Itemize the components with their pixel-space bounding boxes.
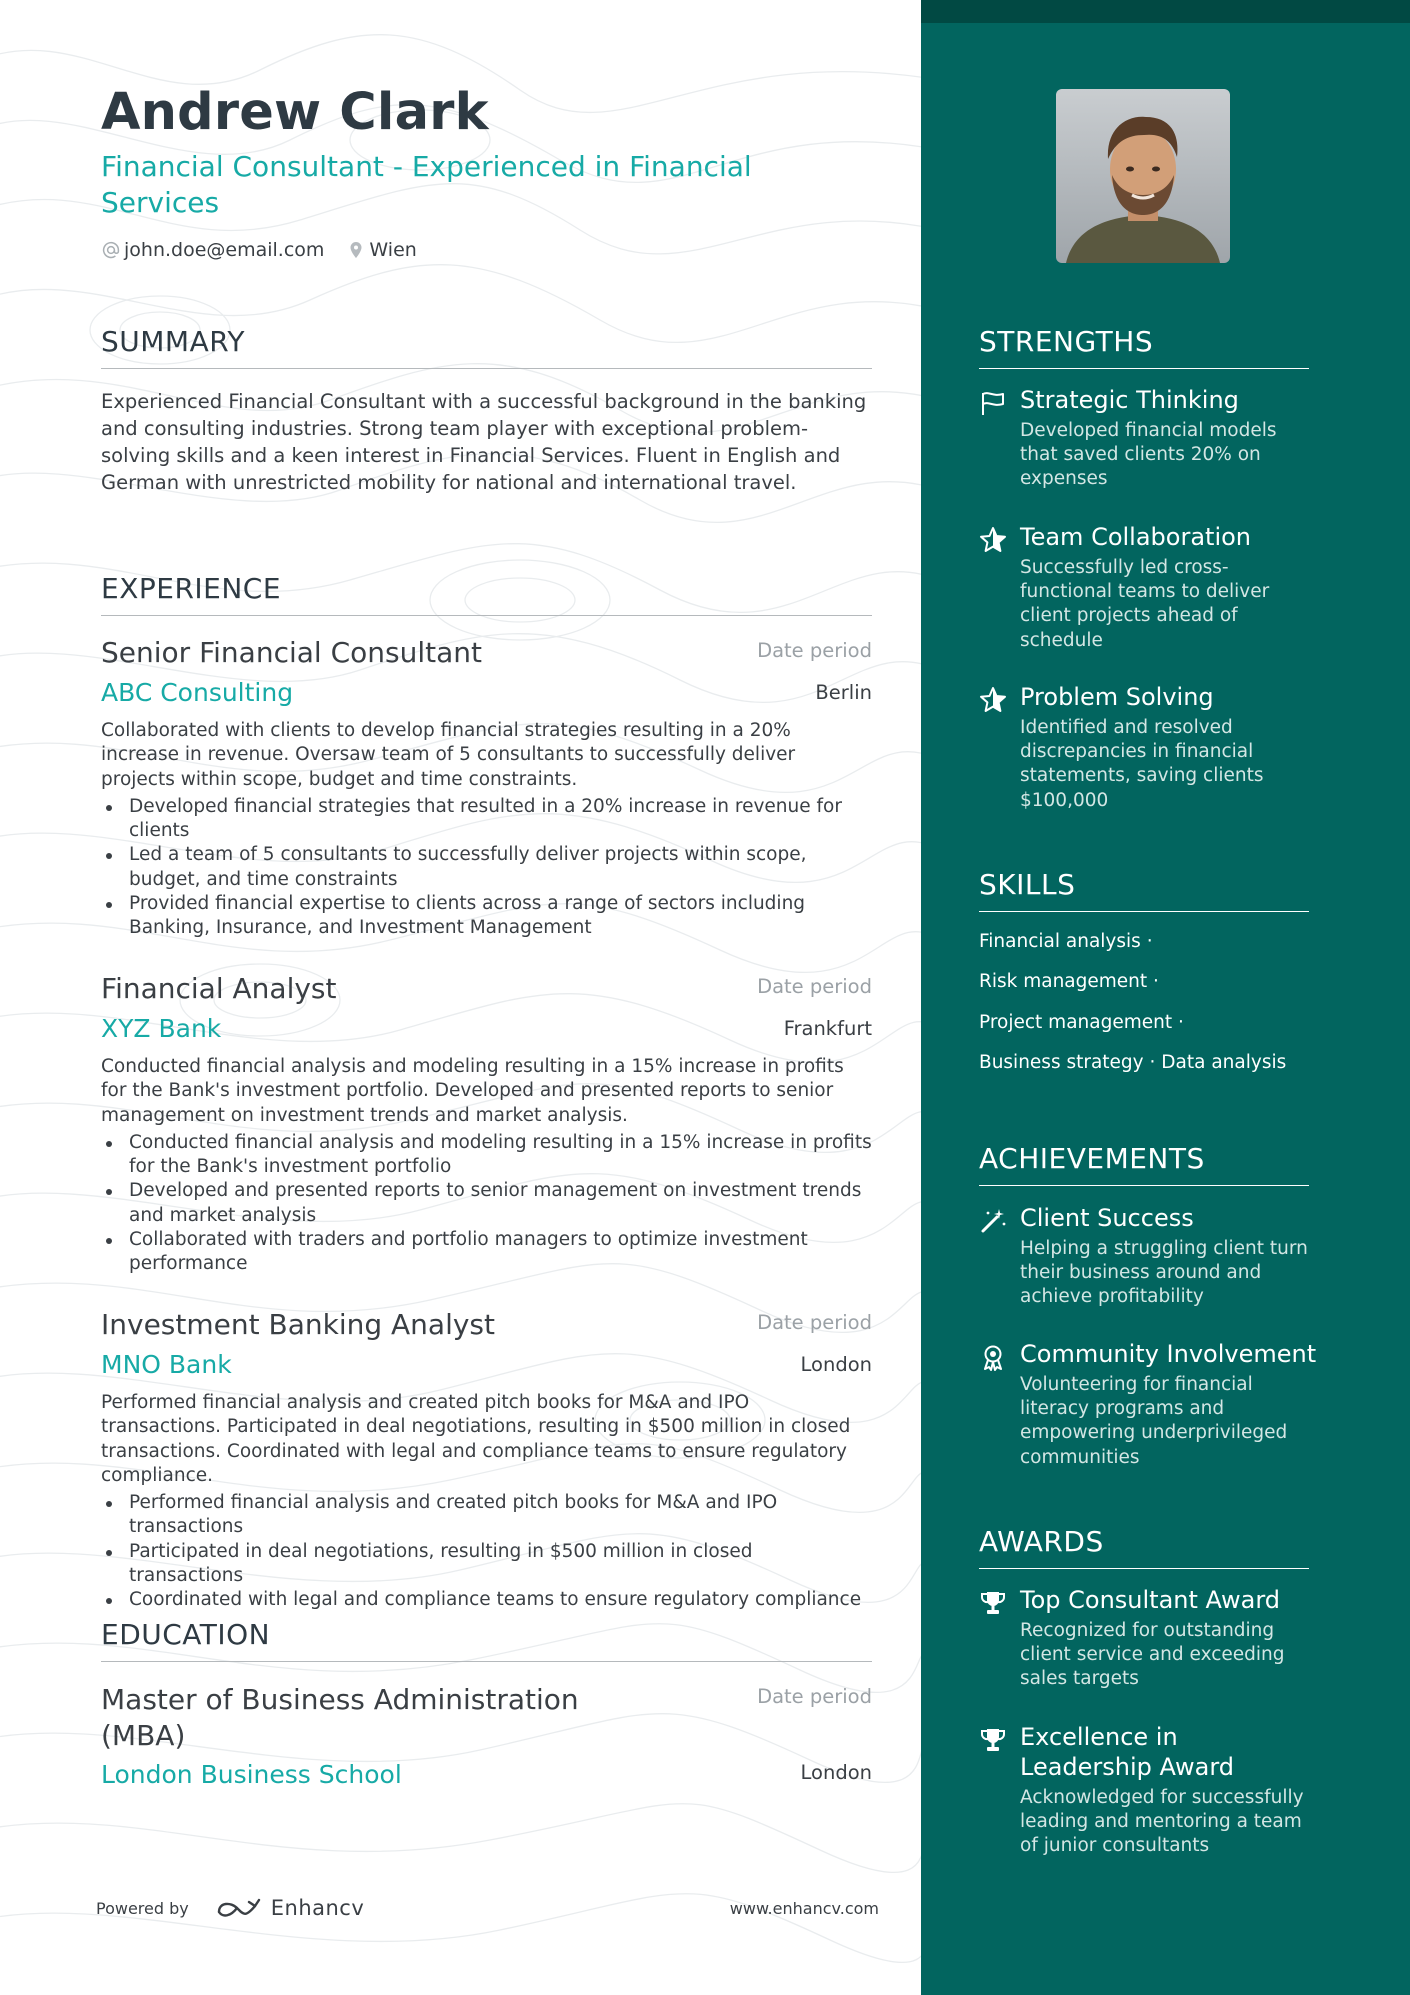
bullet-item: Developed and presented reports to senior management on investment trends and market analysis xyxy=(101,1179,872,1228)
skill-item: Project management · xyxy=(979,1012,1184,1033)
email-text: john.doe@email.com xyxy=(124,239,325,261)
job-date: Date period xyxy=(757,1311,872,1334)
strength-title: Strategic Thinking xyxy=(1020,386,1239,414)
job-entry xyxy=(101,636,872,941)
contact-info xyxy=(101,239,439,261)
job-location: Berlin xyxy=(815,681,872,704)
bullet-item: Collaborated with traders and portfolio managers to optimize investment performance xyxy=(101,1228,872,1277)
powered-by-label: Powered by xyxy=(96,1898,189,1918)
education-location: London xyxy=(800,1761,872,1784)
trophy-icon xyxy=(979,1726,1007,1754)
education-school: London Business School xyxy=(101,1760,402,1789)
enhancv-logo[interactable] xyxy=(215,1896,365,1920)
job-title: Investment Banking Analyst xyxy=(101,1308,495,1341)
strength-text: Successfully led cross-functional teams to deliver client projects ahead of schedule xyxy=(1020,557,1270,651)
at-sign-icon xyxy=(101,240,121,260)
enhancv-logo-icon xyxy=(215,1896,263,1920)
job-entry xyxy=(101,972,872,1277)
contact-email[interactable] xyxy=(101,239,324,261)
award-title: Top Consultant Award xyxy=(1020,1586,1280,1614)
summary-title: SUMMARY xyxy=(101,325,872,369)
sidebar-top-band xyxy=(921,0,1410,23)
summary-text: Experienced Financial Consultant with a successful background in the banking and consulting industries. Strong team player with exceptional problem-solving skills and a keen interest in Financial Services. Fluent in English and German with unrestricted mobility for national and international travel. xyxy=(101,390,867,494)
strength-item xyxy=(979,522,1319,653)
strength-title: Problem Solving xyxy=(1020,683,1214,711)
award-title: Excellence in Leadership Award xyxy=(1020,1723,1234,1781)
skill-item: Business strategy · Data analysis xyxy=(979,1052,1287,1073)
candidate-name: Andrew Clark xyxy=(101,83,489,142)
education-title: EDUCATION xyxy=(101,1618,872,1662)
education-entry xyxy=(101,1682,872,1792)
skill-item: Financial analysis · xyxy=(979,931,1153,952)
award-item xyxy=(979,1585,1319,1692)
strengths-title: STRENGTHS xyxy=(979,325,1309,369)
achievement-item xyxy=(979,1339,1319,1470)
strength-text: Identified and resolved discrepancies in financial statements, saving clients $100,000 xyxy=(1020,717,1264,811)
medal-icon xyxy=(979,1343,1007,1371)
achievement-title: Community Involvement xyxy=(1020,1340,1317,1368)
bullet-item: Led a team of 5 consultants to successfully deliver projects within scope, budget, and time constraints xyxy=(101,843,872,892)
trophy-icon xyxy=(979,1589,1007,1617)
location-pin-icon xyxy=(346,240,366,260)
star-icon xyxy=(979,686,1007,714)
job-entry xyxy=(101,1308,872,1613)
strength-item xyxy=(979,385,1319,492)
award-text: Recognized for outstanding client service and exceeding sales targets xyxy=(1020,1620,1285,1690)
job-bullets xyxy=(101,1131,872,1277)
job-bullets xyxy=(101,1491,872,1612)
bullet-item: Performed financial analysis and created pitch books for M&A and IPO transactions xyxy=(101,1491,872,1540)
avatar xyxy=(1056,89,1230,263)
achievement-text: Helping a struggling client turn their business around and achieve profitability xyxy=(1020,1238,1308,1308)
job-description: Collaborated with clients to develop financial strategies resulting in a 20% increase in revenue. Oversaw team of 5 consultants to successfully deliver projects within scope, budget and time constraints. xyxy=(101,720,796,790)
job-company: XYZ Bank xyxy=(101,1014,222,1043)
job-location: London xyxy=(800,1353,872,1376)
bullet-item: Provided financial expertise to clients across a range of sectors including Banking, Insurance, and Investment Management xyxy=(101,892,872,941)
achievement-title: Client Success xyxy=(1020,1204,1194,1232)
award-text: Acknowledged for successfully leading and mentoring a team of junior consultants xyxy=(1020,1787,1304,1857)
job-bullets xyxy=(101,795,872,941)
achievements-title: ACHIEVEMENTS xyxy=(979,1142,1309,1186)
skills-title: SKILLS xyxy=(979,868,1309,912)
sidebar xyxy=(921,0,1410,1995)
strength-item xyxy=(979,682,1319,813)
job-date: Date period xyxy=(757,975,872,998)
profile-photo-illustration xyxy=(1056,89,1230,263)
awards-title: AWARDS xyxy=(979,1525,1309,1569)
job-description: Performed financial analysis and created pitch books for M&A and IPO transactions. Participated in deal negotiations, resulting in $500 million in closed transactions. Coordinated with legal and compliance teams to ensure regulatory compliance. xyxy=(101,1392,851,1486)
flag-icon xyxy=(979,389,1007,417)
enhancv-brand: Enhancv xyxy=(270,1896,365,1920)
strength-text: Developed financial models that saved clients 20% on expenses xyxy=(1020,420,1277,490)
location-text: Wien xyxy=(369,239,417,261)
candidate-headline: Financial Consultant - Experienced in Financial Services xyxy=(101,150,752,219)
education-degree: Master of Business Administration (MBA) xyxy=(101,1683,579,1752)
bullet-item: Coordinated with legal and compliance teams to ensure regulatory compliance xyxy=(101,1588,872,1612)
award-item xyxy=(979,1722,1319,1859)
job-company: MNO Bank xyxy=(101,1350,232,1379)
star-icon xyxy=(979,526,1007,554)
bullet-item: Conducted financial analysis and modeling resulting in a 15% increase in profits for the Bank's investment portfolio xyxy=(101,1131,872,1180)
contact-location xyxy=(346,239,416,261)
bullet-item: Developed financial strategies that resulted in a 20% increase in revenue for clients xyxy=(101,795,872,844)
achievement-text: Volunteering for financial literacy programs and empowering underprivileged communities xyxy=(1020,1374,1288,1468)
skill-item: Risk management · xyxy=(979,971,1159,992)
bullet-item: Participated in deal negotiations, resulting in $500 million in closed transactions xyxy=(101,1540,872,1589)
magic-wand-icon xyxy=(979,1207,1007,1235)
job-description: Conducted financial analysis and modeling resulting in a 15% increase in profits for the Bank's investment portfolio. Developed and presented reports to senior management on investment trends and market analysis. xyxy=(101,1056,844,1126)
experience-title: EXPERIENCE xyxy=(101,572,872,616)
job-date: Date period xyxy=(757,639,872,662)
education-date: Date period xyxy=(757,1685,872,1708)
achievement-item xyxy=(979,1203,1319,1310)
strength-title: Team Collaboration xyxy=(1020,523,1252,551)
job-company: ABC Consulting xyxy=(101,678,294,707)
job-location: Frankfurt xyxy=(783,1017,872,1040)
job-title: Senior Financial Consultant xyxy=(101,636,482,669)
footer xyxy=(96,1893,879,1923)
job-title: Financial Analyst xyxy=(101,972,337,1005)
footer-url[interactable]: www.enhancv.com xyxy=(729,1898,879,1918)
